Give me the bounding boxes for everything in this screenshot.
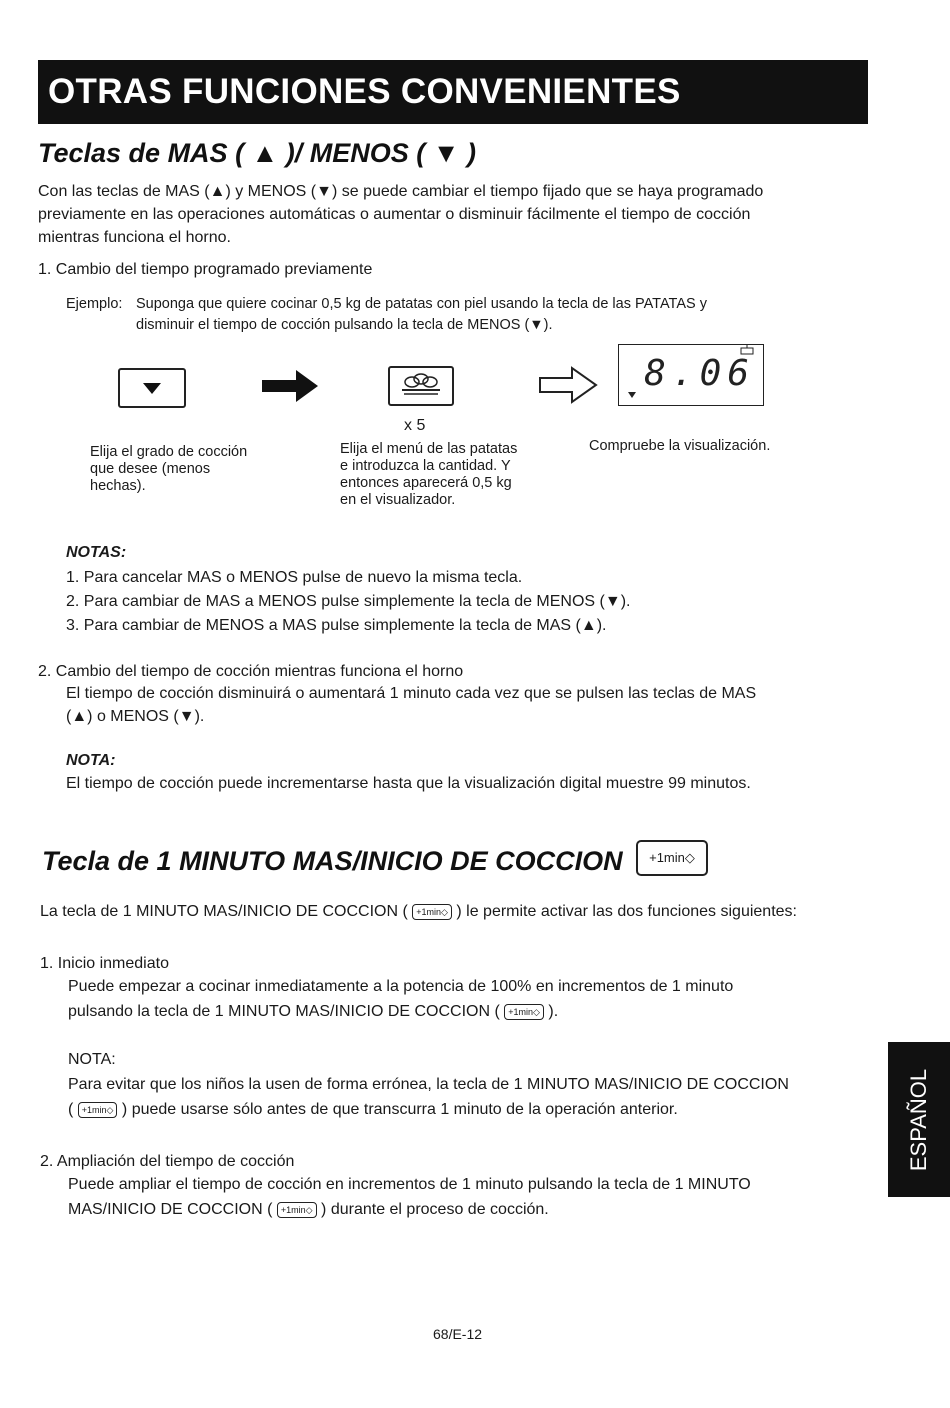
lcd-display-illustration xyxy=(618,344,764,406)
caption-step-1 xyxy=(90,444,310,495)
page-number: 68/E-12 xyxy=(433,1326,483,1342)
caption-step-2 xyxy=(340,441,570,509)
ampliacion-line xyxy=(68,1197,888,1222)
un-minuto-intro xyxy=(40,900,900,923)
nota-2-line xyxy=(68,1097,878,1122)
display-digits: 8.06 xyxy=(644,353,755,394)
ampliacion-heading: 2. Ampliación del tiempo de cocción xyxy=(40,1153,295,1170)
nota-2-line: Para evitar que los niños la usen de forma errónea, la tecla de 1 MINUTO MAS/INICIO DE COCCION xyxy=(68,1076,789,1093)
ejemplo-line: disminuir el tiempo de cocción pulsando la tecla de MENOS (▼). xyxy=(136,317,553,333)
intro-line: mientras funciona el horno. xyxy=(38,229,231,246)
patatas-key-illustration xyxy=(388,366,454,406)
item-2-text xyxy=(66,682,886,728)
inicio-line xyxy=(68,999,888,1024)
mas-menos-heading: Teclas de MAS ( ▲ )/ MENOS ( ▼ ) xyxy=(38,138,476,168)
notas-heading: NOTAS: xyxy=(66,544,127,561)
intro-line: previamente en las operaciones automáticas o aumentar o disminuir fácilmente el tiempo de cocción xyxy=(38,206,751,223)
potato-icon xyxy=(390,368,452,404)
nota-2-text-a: ( xyxy=(68,1101,74,1118)
language-tab-label: ESPAÑOL xyxy=(906,1068,931,1171)
ampliacion-line: Puede ampliar el tiempo de cocción en incrementos de 1 minuto pulsando la tecla de 1 MINUTO xyxy=(68,1176,751,1193)
caption-step-3: Compruebe la visualización. xyxy=(589,438,771,454)
intro-text-b: ) le permite activar las dos funciones siguientes: xyxy=(456,903,797,920)
nota-item: 2. Para cambiar de MAS a MENOS pulse simplemente la tecla de MENOS (▼). xyxy=(66,593,631,610)
ampliacion-text-b: ) durante el proceso de cocción. xyxy=(321,1201,549,1218)
menos-key-illustration xyxy=(118,368,186,408)
un-minuto-key-inline: +1min◇ xyxy=(504,1004,544,1020)
caption-line: hechas). xyxy=(90,478,146,494)
down-indicator-icon xyxy=(627,391,637,399)
caption-line: entonces aparecerá 0,5 kg xyxy=(340,475,512,491)
ejemplo-text xyxy=(136,294,856,336)
nota-2-text-b: ) puede usarse sólo antes de que transcurra 1 minuto de la operación anterior. xyxy=(121,1101,678,1118)
un-minuto-key-inline: +1min◇ xyxy=(412,904,452,920)
inicio-line: Puede empezar a cocinar inmediatamente a la potencia de 100% en incrementos de 1 minuto xyxy=(68,978,734,995)
language-tab xyxy=(888,1042,950,1197)
inicio-text xyxy=(68,974,888,1024)
un-minuto-heading: Tecla de 1 MINUTO MAS/INICIO DE COCCION xyxy=(42,846,623,876)
inicio-heading: 1. Inicio inmediato xyxy=(40,955,169,972)
notas-list xyxy=(66,566,866,638)
caption-line: Elija el menú de las patatas xyxy=(340,441,518,457)
caption-line: e introduzca la cantidad. Y xyxy=(340,458,511,474)
outline-arrow-icon xyxy=(538,364,600,406)
un-minuto-key-inline: +1min◇ xyxy=(78,1102,118,1118)
nota-item: 3. Para cambiar de MENOS a MAS pulse simplemente la tecla de MAS (▲). xyxy=(66,617,607,634)
ejemplo-line: Suponga que quiere cocinar 0,5 kg de patatas con piel usando la tecla de las PATATAS y xyxy=(136,296,707,312)
item-1-heading: 1. Cambio del tiempo programado previamente xyxy=(38,261,373,278)
item-2-heading: 2. Cambio del tiempo de cocción mientras funciona el horno xyxy=(38,663,464,680)
section-banner: OTRAS FUNCIONES CONVENIENTES xyxy=(38,60,868,124)
inicio-text-b: ). xyxy=(548,1003,559,1020)
intro-line: Con las teclas de MAS (▲) y MENOS (▼) se puede cambiar el tiempo fijado que se haya programado xyxy=(38,183,764,200)
inicio-text-a: pulsando la tecla de 1 MINUTO MAS/INICIO DE COCCION ( xyxy=(68,1003,500,1020)
caption-line: Elija el grado de cocción xyxy=(90,444,248,460)
intro-text-a: La tecla de 1 MINUTO MAS/INICIO DE COCCION ( xyxy=(40,903,408,920)
times-five: x 5 xyxy=(404,417,426,434)
ampliacion-text xyxy=(68,1172,888,1222)
down-triangle-icon xyxy=(120,370,184,406)
ejemplo-label: Ejemplo: xyxy=(66,296,123,312)
nota-item: 1. Para cancelar MAS o MENOS pulse de nuevo la misma tecla. xyxy=(66,569,523,586)
nota-2-heading: NOTA: xyxy=(68,1051,116,1068)
item-2-line: El tiempo de cocción disminuirá o aumentará 1 minuto cada vez que se pulsen las teclas de MAS xyxy=(66,685,757,702)
caption-line: que desee (menos xyxy=(90,461,211,477)
mas-menos-intro xyxy=(38,180,878,249)
item-2-line: (▲) o MENOS (▼). xyxy=(66,708,205,725)
caption-line: en el visualizador. xyxy=(340,492,456,508)
nota-2-text xyxy=(68,1072,878,1122)
un-minuto-key-inline: +1min◇ xyxy=(277,1202,317,1218)
arrow-right-icon xyxy=(262,366,320,406)
nota-text: El tiempo de cocción puede incrementarse hasta que la visualización digital muestre 99 minutos. xyxy=(66,775,751,792)
un-minuto-key-large: +1min◇ xyxy=(636,840,708,876)
ampliacion-text-a: MAS/INICIO DE COCCION ( xyxy=(68,1201,273,1218)
nota-heading: NOTA: xyxy=(66,752,116,769)
